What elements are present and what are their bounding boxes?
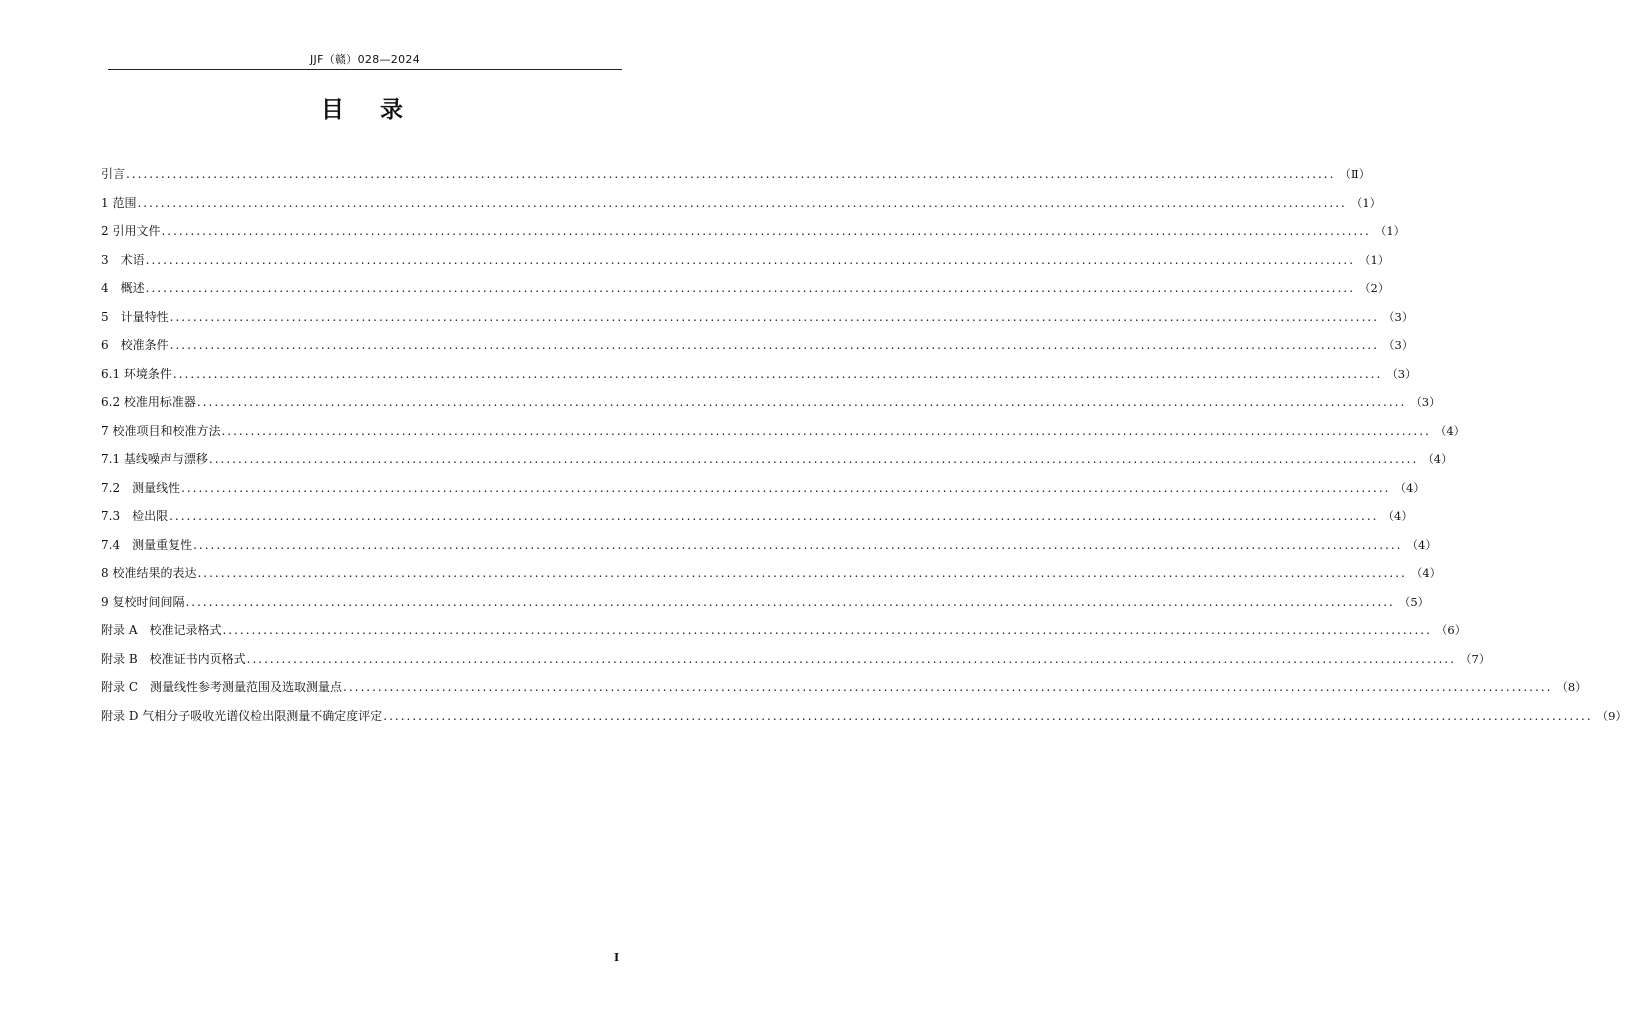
toc-dot-leader — [146, 246, 1355, 275]
toc-entry[interactable] — [101, 645, 1491, 674]
toc-dot-leader — [169, 502, 1378, 531]
toc-entry-label: 7 校准项目和校准方法 — [101, 423, 221, 438]
toc-entry-page: （2） — [1359, 281, 1390, 295]
toc-entry-page: （4） — [1434, 423, 1466, 438]
toc-dot-leader — [209, 445, 1418, 474]
toc-entry-page: （1） — [1374, 224, 1406, 238]
toc-entry-label: 附录 D 气相分子吸收光谱仪检出限测量不确定度评定 — [101, 708, 383, 723]
header-divider — [108, 69, 622, 70]
toc-dot-leader — [170, 303, 1379, 332]
toc-dot-leader — [197, 388, 1406, 417]
toc-entry[interactable] — [101, 531, 1437, 560]
toc-entry[interactable] — [101, 559, 1442, 588]
toc-entry-label: 6.2 校准用标准器 — [101, 395, 196, 409]
page-number: I — [614, 951, 620, 964]
toc-entry[interactable] — [101, 417, 1466, 446]
toc-entry-label: 引言 — [101, 167, 126, 181]
toc-entry-page: （3） — [1386, 366, 1417, 381]
toc-entry[interactable] — [101, 588, 1430, 617]
toc-entry[interactable] — [101, 303, 1414, 332]
toc-dot-leader — [161, 217, 1370, 246]
toc-entry[interactable] — [101, 445, 1453, 474]
toc-dot-leader — [170, 331, 1379, 360]
toc-entry[interactable] — [101, 673, 1587, 702]
toc-entry-label: 9 复校时间间隔 — [101, 594, 185, 609]
toc-entry-label: 2 引用文件 — [101, 224, 161, 238]
toc-entry-page: （5） — [1398, 594, 1430, 609]
toc-entry-page: （1） — [1350, 195, 1382, 210]
table-of-contents — [101, 160, 1627, 730]
toc-entry[interactable] — [101, 702, 1627, 731]
toc-dot-leader — [197, 559, 1406, 588]
toc-dot-leader — [126, 160, 1335, 189]
toc-entry-label: 7.3 检出限 — [101, 509, 169, 523]
toc-entry-page: （4） — [1382, 509, 1413, 523]
toc-entry-page: （3） — [1383, 309, 1414, 324]
toc-entry-label: 6.1 环境条件 — [101, 366, 172, 381]
toc-entry[interactable] — [101, 616, 1467, 645]
page-title: 目 录 — [320, 97, 417, 123]
toc-entry[interactable] — [101, 331, 1414, 360]
toc-entry-page: （9） — [1596, 708, 1627, 723]
toc-entry[interactable] — [101, 388, 1441, 417]
toc-entry[interactable] — [101, 246, 1390, 275]
toc-entry[interactable] — [101, 160, 1371, 189]
toc-entry-label: 1 范围 — [101, 195, 137, 210]
toc-entry-label: 7.2 测量线性 — [101, 480, 181, 495]
toc-entry[interactable] — [101, 502, 1413, 531]
toc-entry-page: （4） — [1410, 566, 1442, 580]
toc-entry-page: （1） — [1359, 252, 1390, 267]
toc-entry-page: （3） — [1383, 338, 1414, 352]
toc-entry-label: 附录 C 测量线性参考测量范围及选取测量点 — [101, 680, 342, 694]
toc-entry-page: （4） — [1394, 480, 1425, 495]
toc-dot-leader — [146, 274, 1355, 303]
toc-entry[interactable] — [101, 274, 1390, 303]
toc-entry-label: 7.4 测量重复性 — [101, 537, 193, 552]
toc-dot-leader — [383, 702, 1592, 731]
toc-entry[interactable] — [101, 360, 1417, 389]
toc-entry-label: 6 校准条件 — [101, 338, 169, 352]
toc-entry-label: 7.1 基线噪声与漂移 — [101, 452, 208, 466]
toc-dot-leader — [173, 360, 1382, 389]
toc-entry-label: 3 术语 — [101, 252, 145, 267]
toc-entry-label: 4 概述 — [101, 281, 145, 295]
toc-entry-label: 5 计量特性 — [101, 309, 169, 324]
toc-entry-page: （8） — [1556, 680, 1587, 694]
toc-entry-page: （7） — [1460, 651, 1491, 666]
document-code-header: JJF（赣）028—2024 — [309, 53, 420, 66]
toc-dot-leader — [247, 645, 1456, 674]
toc-dot-leader — [193, 531, 1402, 560]
toc-entry-page: （4） — [1422, 452, 1453, 466]
toc-entry[interactable] — [101, 474, 1425, 503]
toc-dot-leader — [343, 673, 1552, 702]
toc-entry[interactable] — [101, 189, 1382, 218]
toc-dot-leader — [181, 474, 1390, 503]
toc-entry-label: 8 校准结果的表达 — [101, 566, 197, 580]
toc-entry-page: （6） — [1435, 623, 1467, 637]
toc-entry[interactable] — [101, 217, 1406, 246]
toc-entry-label: 附录 A 校准记录格式 — [101, 623, 222, 637]
toc-entry-page: （3） — [1410, 395, 1441, 409]
toc-dot-leader — [222, 616, 1431, 645]
toc-dot-leader — [137, 189, 1346, 218]
toc-entry-page: （4） — [1406, 537, 1437, 552]
toc-entry-label: 附录 B 校准证书内页格式 — [101, 651, 246, 666]
toc-entry-page: （Ⅱ） — [1339, 167, 1371, 181]
toc-dot-leader — [185, 588, 1394, 617]
toc-dot-leader — [221, 417, 1430, 446]
